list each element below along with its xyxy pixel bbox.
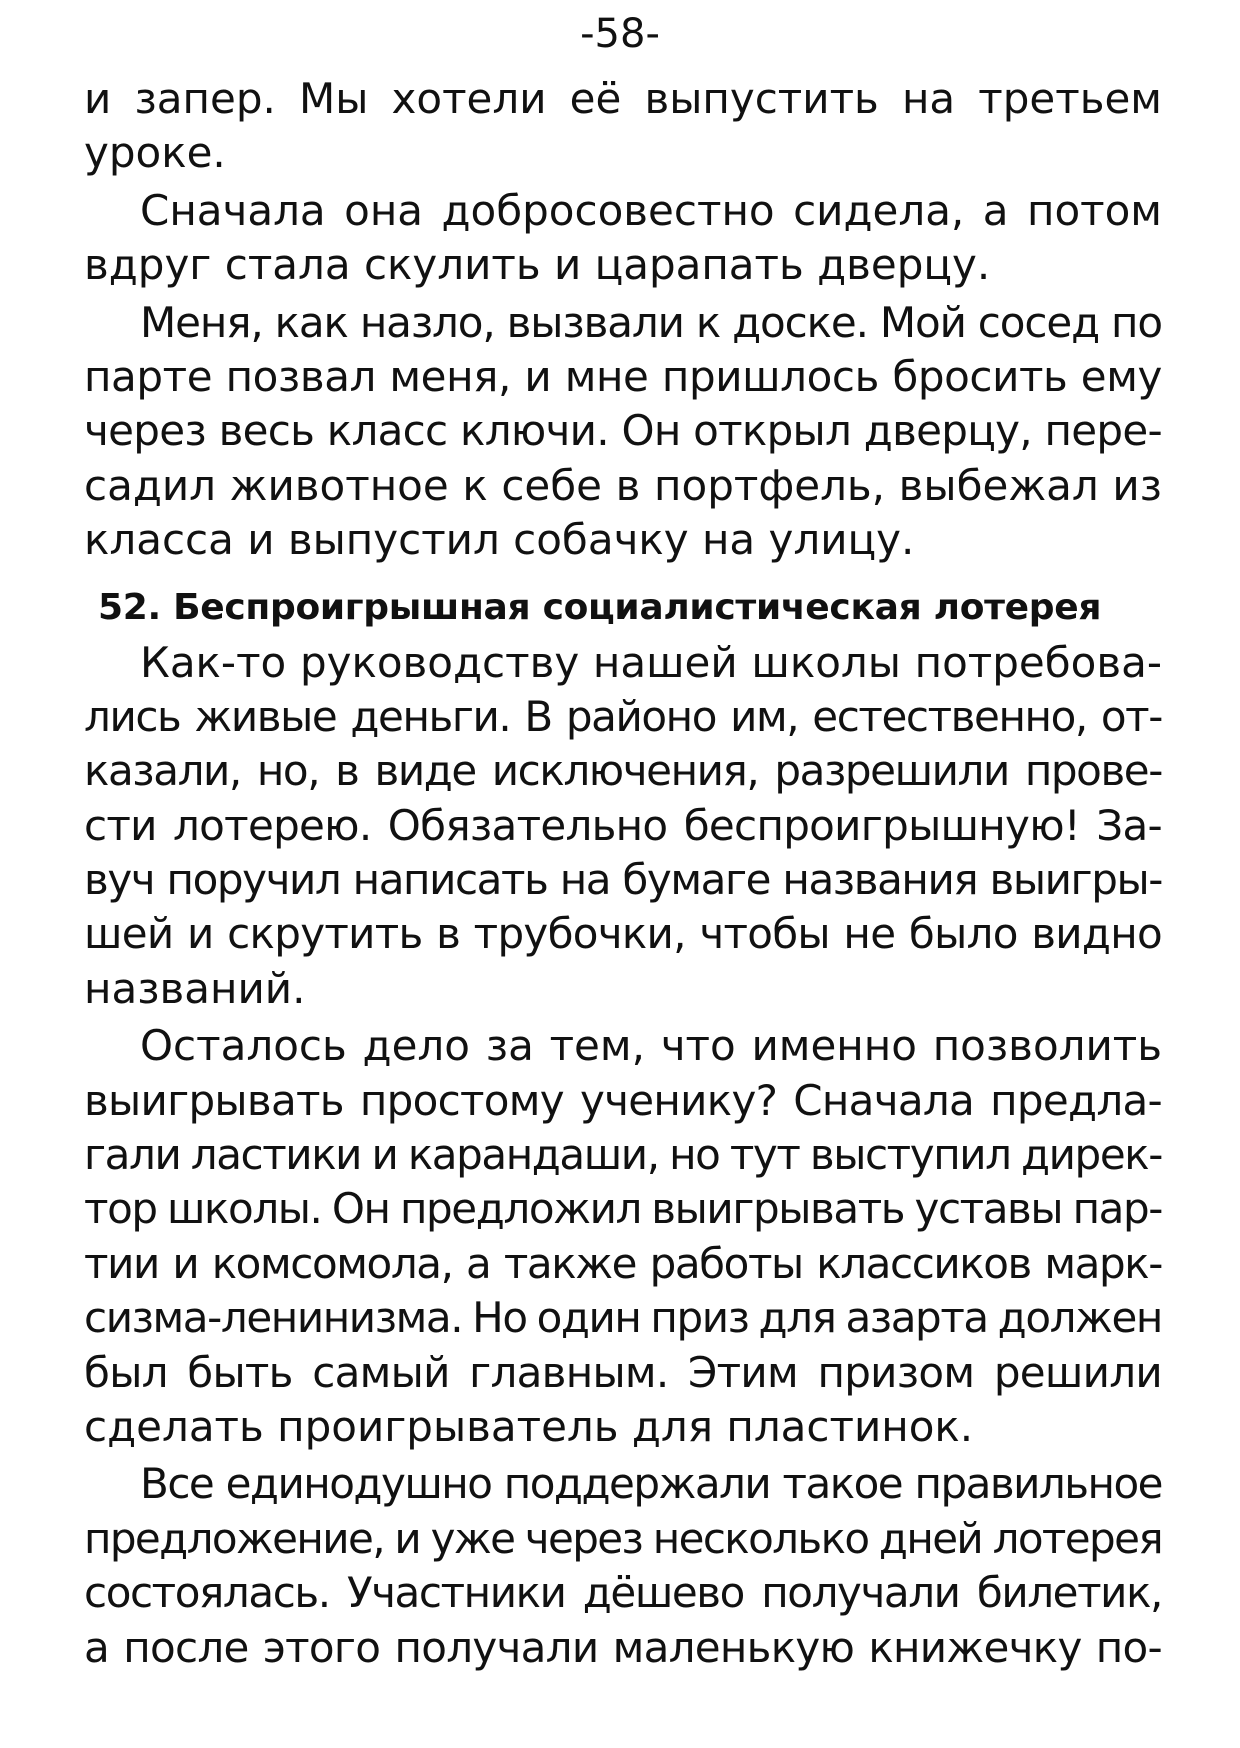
text-line: Все единодушно поддержали такое правильное xyxy=(140,1459,1162,1509)
text-line: сизма-ленинизма. Но один приз для азарта должен xyxy=(84,1293,1162,1343)
page-number: -58- xyxy=(580,11,660,57)
text-line: а после этого получали маленькую книжечку по- xyxy=(84,1622,1162,1672)
text-line: шей и скрутить в трубочки, чтобы не было видно xyxy=(84,909,1162,959)
text-line: гали ластики и карандаши, но тут выступил дирек- xyxy=(84,1130,1162,1180)
text-line: сти лотерею. Обязательно беспроигрышную! За- xyxy=(84,800,1162,850)
paragraph xyxy=(84,184,1162,293)
paragraph xyxy=(84,1457,1162,1675)
text-line: и запер. Мы хотели её выпустить на третьем xyxy=(84,74,1162,123)
text-line: тор школы. Он предложил выигрывать уставы пар- xyxy=(84,1184,1162,1234)
page-text xyxy=(84,72,1162,1678)
text-line: Осталось дело за тем, что именно позволить xyxy=(140,1021,1162,1071)
text-line: уроке. xyxy=(84,128,226,178)
paragraph xyxy=(84,72,1162,181)
text-line: был быть самый главным. Этим призом решили xyxy=(84,1347,1162,1397)
text-line: названий. xyxy=(84,963,306,1013)
text-line: через весь класс ключи. Он открыл дверцу, пере- xyxy=(84,406,1162,456)
text-line: тии и комсомола, а также работы классиков марк- xyxy=(84,1238,1162,1288)
text-line: Как-то руководству нашей школы потребова- xyxy=(140,637,1162,687)
text-line: казали, но, в виде исключения, разрешили прове- xyxy=(84,746,1162,796)
text-line: сделать проигрыватель для пластинок. xyxy=(84,1401,974,1451)
paragraph xyxy=(84,636,1162,1017)
text-line: лись живые деньги. В районо им, естественно, от- xyxy=(84,691,1162,741)
text-line: вуч поручил написать на бумаге названия выигры- xyxy=(84,855,1162,905)
text-line: выигрывать простому ученику? Сначала предла- xyxy=(84,1075,1162,1125)
text-line: вдруг стала скулить и царапать дверцу. xyxy=(84,240,991,290)
paragraph xyxy=(84,296,1162,568)
text-line: предложение, и уже через несколько дней лотерея xyxy=(84,1513,1162,1563)
text-line: состоялась. Участники дёшево получали билетик, xyxy=(84,1568,1162,1618)
text-line: садил животное к себе в портфель, выбежал из xyxy=(84,460,1162,510)
text-line: Меня, как назло, вызвали к доске. Мой сосед по xyxy=(140,297,1162,347)
text-line: парте позвал меня, и мне пришлось бросить ему xyxy=(84,351,1162,401)
text-line: класса и выпустил собачку на улицу. xyxy=(84,515,915,565)
section-heading: 52. Беспроигрышная социалистическая лотерея xyxy=(98,586,1102,628)
paragraph xyxy=(84,1019,1162,1454)
text-line: Сначала она добросовестно сидела, а потом xyxy=(140,185,1162,235)
